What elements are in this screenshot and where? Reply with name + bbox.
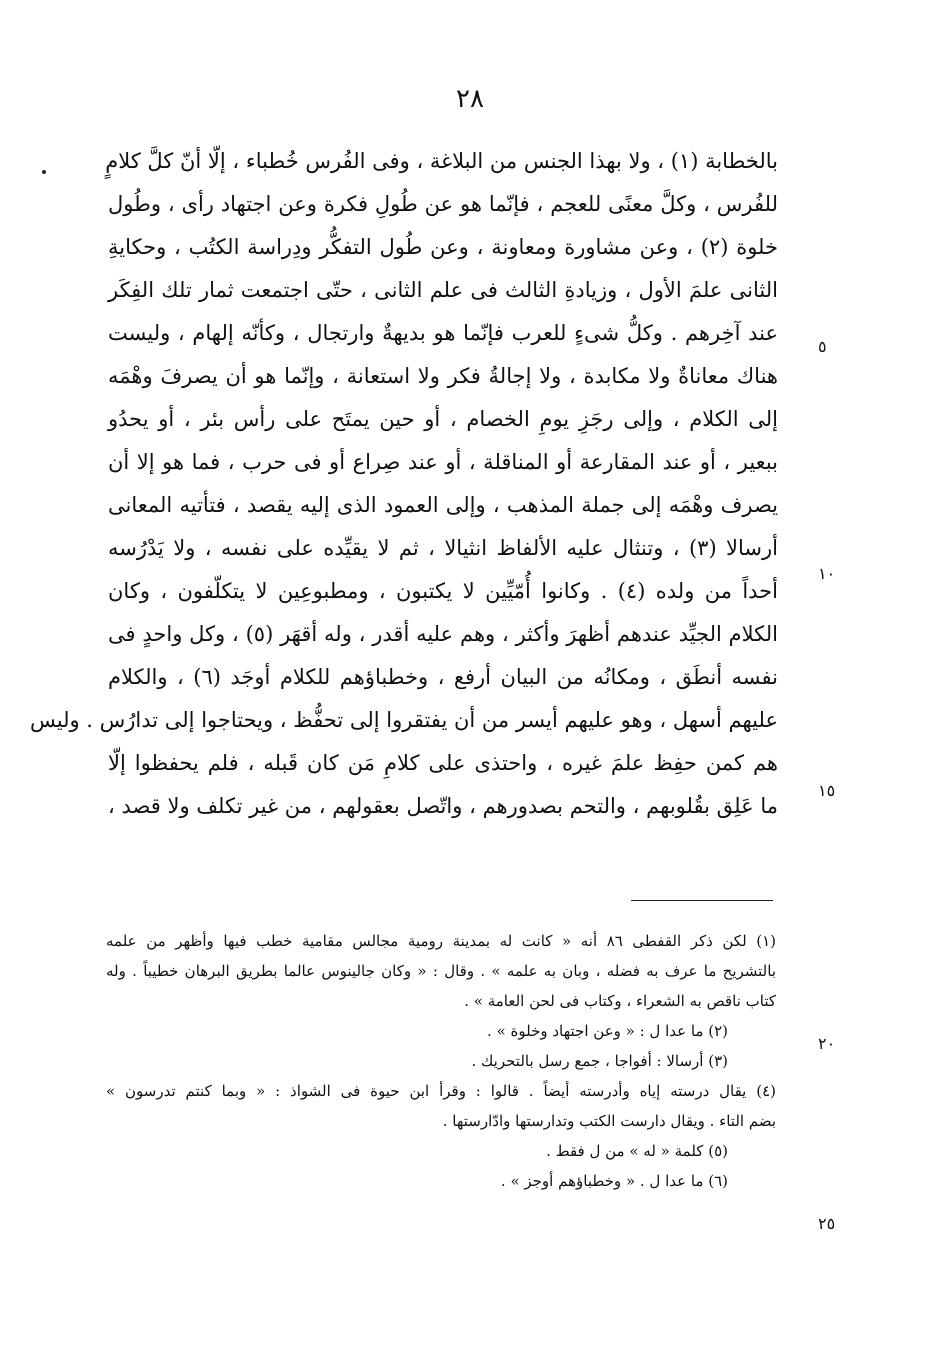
line-number-marker-20: ٢٠: [818, 1034, 836, 1053]
body-line: الكلام الجيِّد عندهم أظهرَ وأكثر ، وهم عليه أقدر ، وله أقهَر (٥) ، وكل واحدٍ فى: [108, 622, 778, 646]
body-line: ما عَلِق بقُلوبهم ، والتحم بصدورهم ، واتّصل بعقولهم ، من غير تكلف ولا قصد ،: [108, 794, 778, 818]
body-line: إلى الكلام ، وإلى رجَزِ يومِ الخصام ، أو حين يمتَح على رأس بئر ، أو يحدُو: [108, 407, 778, 431]
line-number-marker-15: ١٥: [818, 781, 836, 800]
page-number: ٢٨: [456, 84, 484, 114]
body-line: عليهم أسهل ، وهو عليهم أيسر من أن يفتقروا إلى تحفُّظ ، ويحتاجوا إلى تدارُس . وليس: [29, 708, 778, 732]
footnotes: [106, 926, 776, 1196]
body-line: هم كمن حفِظ علمَ غيره ، واحتذى على كلامِ مَن كان قَبله ، فلم يحفظوا إلّا: [108, 751, 778, 775]
footnote-line: كتاب ناقص به الشعراء ، وكتاب فى لحن العامة » .: [464, 992, 776, 1010]
body-line: نفسه أنطَق ، ومكانُه من البيان أرفع ، وخطباؤهم للكلام أوجَد (٦) ، والكلام: [108, 665, 778, 689]
body-line: عند آخِرهم . وكلُّ شىءٍ للعرب فإنّما هو بديهةٌ وارتجال ، وكأنّه إلهام ، وليست: [108, 321, 778, 345]
body-line: الثانى علمَ الأول ، وزيادةِ الثالث فى علم الثانى ، حتّى اجتمعت ثمار تلك الفِكَر: [108, 278, 778, 302]
footnote-line: بالتشريح ما عرف به فضله ، وبان به علمه » . وقال : « وكان جالينوس عالما بطريق البرهان خطيباً . وله: [106, 962, 776, 980]
footnote-line: (٣) أرسالا : أفواجا ، جمع رسل بالتحريك .: [471, 1052, 728, 1070]
footnote-line: بضم التاء . ويقال دارست الكتب وتدارستها وادّارستها .: [442, 1112, 776, 1130]
line-number-marker-25: ٢٥: [818, 1214, 836, 1233]
main-text: [29, 140, 778, 828]
body-line: خلوة (٢) ، وعن مشاورة ومعاونة ، وعن طُول التفكُّر ودِراسة الكتُب ، وحكايةِ: [108, 235, 778, 259]
body-line: هناك معاناةٌ ولا مكابدة ، ولا إجالةُ فكر ولا استعانة ، وإنّما هو أن يصرفَ وهْمَه: [108, 364, 778, 388]
footnote-line: (٥) كلمة « له » من ل فقط .: [546, 1142, 728, 1160]
body-line: أرسالا (٣) ، وتنثال عليه الألفاظ انثيالا ، ثم لا يقيِّده على نفسه ، ولا يَدْرُسه: [108, 536, 778, 560]
line-number-marker-5: ٥: [818, 337, 827, 356]
line-number-marker-10: ١٠: [818, 564, 836, 583]
footnote-separator: [631, 900, 773, 901]
body-line: يصرف وهْمَه إلى جملة المذهب ، وإلى العمود الذى إليه يقصد ، فتأتيه المعانى: [108, 493, 778, 517]
body-line: بالخطابة (١) ، ولا بهذا الجنس من البلاغة ، وفى الفُرس خُطباء ، إلّا أنّ كلَّ كلامٍ: [105, 149, 778, 173]
body-line: ببعير ، أو عند المقارعة أو المناقلة ، أو عند صِراع أو فى حرب ، فما هو إلا أن: [108, 450, 778, 474]
footnote-line: (١) لكن ذكر القفطى ٨٦ أنه « كانت له بمدينة رومية مجالس مقامية خطب فيها وأظهر من علمه: [106, 932, 777, 950]
footnote-line: (٦) ما عدا ل . « وخطباؤهم أوجز » .: [500, 1172, 728, 1190]
body-line: أحداً من ولده (٤) . وكانوا أُمّيِّين لا يكتبون ، ومطبوعِين لا يتكلّفون ، وكان: [108, 579, 778, 603]
footnote-line: (٢) ما عدا ل : « وعن اجتهاد وخلوة » .: [487, 1022, 728, 1040]
margin-dot: [42, 170, 46, 174]
footnote-line: (٤) يقال درسته إياه وأدرسته أيضاً . قالوا : وقرأ ابن حيوة فى الشواذ : « وبما كنتم تدرسون »: [106, 1082, 776, 1100]
body-line: للفُرس ، وكلَّ معنًى للعجم ، فإنّما هو عن طُولِ فكرة وعن اجتهاد رأى ، وطُول: [108, 192, 778, 216]
